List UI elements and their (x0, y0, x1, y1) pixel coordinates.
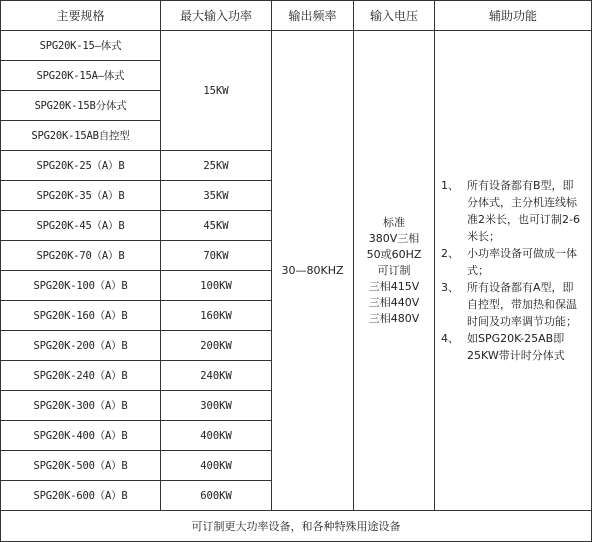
power-cell: 400KW (161, 421, 272, 451)
power-cell: 300KW (161, 391, 272, 421)
header-frequency: 输出频率 (272, 1, 354, 31)
model-cell: SPG20K-160（A）B (1, 301, 161, 331)
voltage-line: 三相440V (368, 295, 420, 309)
header-voltage: 输入电压 (354, 1, 435, 31)
power-cell: 25KW (161, 151, 272, 181)
aux-item (441, 245, 583, 279)
power-cell: 160KW (161, 301, 272, 331)
model-cell: SPG20K-15AB自控型 (1, 121, 161, 151)
voltage-line: 可订制 (377, 263, 411, 277)
header-aux: 辅助功能 (435, 1, 592, 31)
aux-item (441, 279, 583, 330)
aux-list (435, 177, 591, 364)
power-cell: 100KW (161, 271, 272, 301)
power-cell: 70KW (161, 241, 272, 271)
aux-item (441, 330, 583, 364)
model-cell: SPG20K-25（A）B (1, 151, 161, 181)
model-cell: SPG20K-400（A）B (1, 421, 161, 451)
power-cell: 240KW (161, 361, 272, 391)
aux-item-number: 1、 (441, 179, 459, 192)
table-row (1, 31, 592, 61)
footer-note: 可订制更大功率设备，和各种特殊用途设备 (1, 511, 592, 542)
frequency-cell: 30—80KHZ (272, 31, 354, 511)
power-cell: 35KW (161, 181, 272, 211)
aux-item-number: 2、 (441, 247, 459, 260)
model-cell: SPG20K-100（A）B (1, 271, 161, 301)
voltage-line: 标准 (383, 215, 405, 229)
voltage-line: 三相415V (368, 279, 420, 293)
aux-item-text: 如SPG20K-25AB即25KW带计时分体式 (467, 332, 565, 362)
power-cell-15kw: 15KW (161, 31, 272, 151)
model-cell: SPG20K-70（A）B (1, 241, 161, 271)
footer-row (1, 511, 592, 542)
voltage-line: 380V三相 (368, 231, 420, 245)
header-row (1, 1, 592, 31)
model-cell: SPG20K-15—体式 (1, 31, 161, 61)
power-cell: 600KW (161, 481, 272, 511)
voltage-line: 三相480V (368, 311, 420, 325)
model-cell: SPG20K-240（A）B (1, 361, 161, 391)
aux-item (441, 177, 583, 245)
power-cell: 200KW (161, 331, 272, 361)
power-cell: 400KW (161, 451, 272, 481)
aux-cell (435, 31, 592, 511)
aux-item-text: 所有设备都有A型，即自控型，带加热和保温时间及功率调节功能； (467, 281, 577, 328)
aux-item-text: 小功率设备可做成一体式； (467, 247, 577, 277)
model-cell: SPG20K-600（A）B (1, 481, 161, 511)
model-cell: SPG20K-35（A）B (1, 181, 161, 211)
aux-item-text: 所有设备都有B型，即分体式，主分机连线标准2米长，也可订制2-6米长； (467, 179, 580, 243)
model-cell: SPG20K-300（A）B (1, 391, 161, 421)
voltage-line: 50或60HZ (366, 247, 422, 261)
model-cell: SPG20K-45（A）B (1, 211, 161, 241)
voltage-cell (354, 31, 435, 511)
model-cell: SPG20K-15B分体式 (1, 91, 161, 121)
aux-item-number: 3、 (441, 281, 459, 294)
header-max-power: 最大输入功率 (161, 1, 272, 31)
model-cell: SPG20K-500（A）B (1, 451, 161, 481)
model-cell: SPG20K-15A—体式 (1, 61, 161, 91)
header-model: 主要规格 (1, 1, 161, 31)
power-cell: 45KW (161, 211, 272, 241)
aux-item-number: 4、 (441, 332, 459, 345)
model-cell: SPG20K-200（A）B (1, 331, 161, 361)
